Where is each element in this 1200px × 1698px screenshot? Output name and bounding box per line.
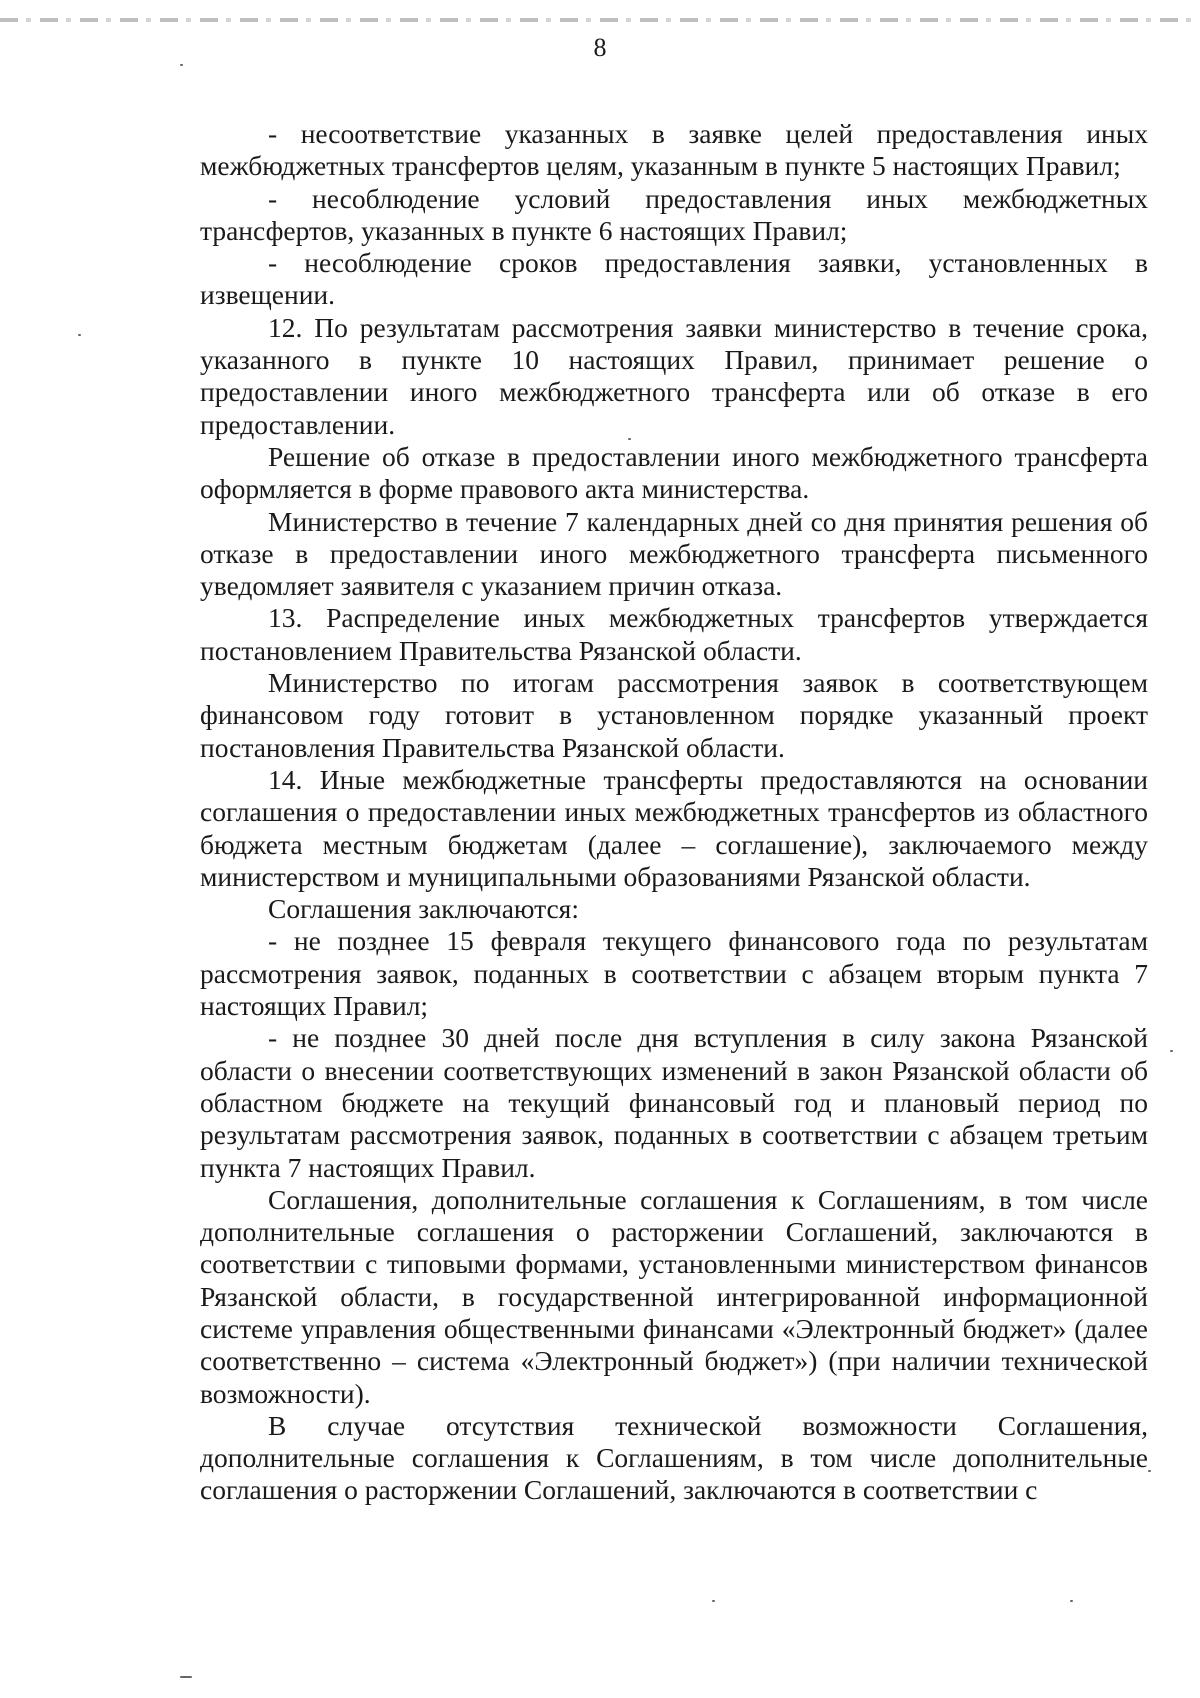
- scan-speck: [78, 334, 81, 336]
- list-item-february-deadline: - не позднее 15 февраля текущего финансового года по результатам рассмотрения заявок, поданных в соответствии с абзацем вторым пункта 7 настоящих Правил;: [200, 925, 1148, 1022]
- list-item-conditions: - несоблюдение условий предоставления иных межбюджетных трансфертов, указанных в пункте 6 настоящих Правил;: [200, 182, 1148, 246]
- scan-speck: [712, 1600, 715, 1602]
- paragraph-draft-resolution: Министерство по итогам рассмотрения заявок в соответствующем финансовом году готовит в установленном порядке указанный проект постановления Правительства Рязанской области.: [200, 667, 1148, 763]
- scan-speck: [1070, 1600, 1073, 1602]
- paragraph-no-technical-possibility: В случае отсутствия технической возможности Соглашения, дополнительные соглашения к Соглашениям, в том числе дополнительные соглашения о расторжении Соглашений, заключаются в соответствии с: [200, 1409, 1148, 1506]
- scan-speck: [1148, 1470, 1151, 1472]
- scan-speck: [180, 1676, 192, 1678]
- scan-speck: [628, 438, 631, 440]
- clause-14: 14. Иные межбюджетные трансферты предоставляются на основании соглашения о предоставлении иных межбюджетных трансфертов из областного бюджета местным бюджетам (далее – соглашение), заключаемого между министерством и муниципальными образованиями Рязанской области.: [200, 763, 1148, 892]
- list-item-mismatch-goals: - несоответствие указанных в заявке целей предоставления иных межбюджетных трансфертов целям, указанным в пункте 5 настоящих Правил;: [200, 118, 1148, 182]
- page-number: 8: [593, 33, 607, 62]
- list-item-30-days: - не позднее 30 дней после дня вступления в силу закона Рязанской области о внесении соответствующих изменений в закон Рязанской области об областном бюджете на текущий финансовый год и плановый период по результатам рассмотрения заявок, поданных в соответствии с абзацем третьим пункта 7 настоящих Правил.: [200, 1022, 1148, 1183]
- scan-speck: [180, 64, 183, 66]
- document-body: [200, 118, 1148, 1507]
- scan-speck: [1170, 1050, 1173, 1052]
- paragraph-refusal-decision: Решение об отказе в предоставлении иного межбюджетного трансферта оформляется в форме правового акта министерства.: [200, 440, 1148, 505]
- paragraph-electronic-budget: Соглашения, дополнительные соглашения к Соглашениям, в том числе дополнительные соглашения о расторжении Соглашений, заключаются в соответствии с типовыми формами, установленными министерством финансов Рязанской области, в государственной интегрированной информационной системе управления общественными финансами «Электронный бюджет» (далее соответственно – система «Электронный бюджет») (при наличии технической возможности).: [200, 1183, 1148, 1409]
- list-item-deadlines: - несоблюдение сроков предоставления заявки, установленных в извещении.: [200, 247, 1148, 311]
- paragraph-notification: Министерство в течение 7 календарных дней со дня принятия решения об отказе в предоставлении иного межбюджетного трансферта письменного уведомляет заявителя с указанием причин отказа.: [200, 505, 1148, 602]
- clause-12: 12. По результатам рассмотрения заявки министерство в течение срока, указанного в пункте 10 настоящих Правил, принимает решение о предоставлении иного межбюджетного трансферта или об отказе в его предоставлении.: [200, 311, 1148, 440]
- scan-edge-artifact: [0, 18, 1200, 22]
- clause-13: 13. Распределение иных межбюджетных трансфертов утверждается постановлением Правительства Рязанской области.: [200, 602, 1148, 666]
- paragraph-agreements-concluded: Соглашения заключаются:: [268, 893, 579, 925]
